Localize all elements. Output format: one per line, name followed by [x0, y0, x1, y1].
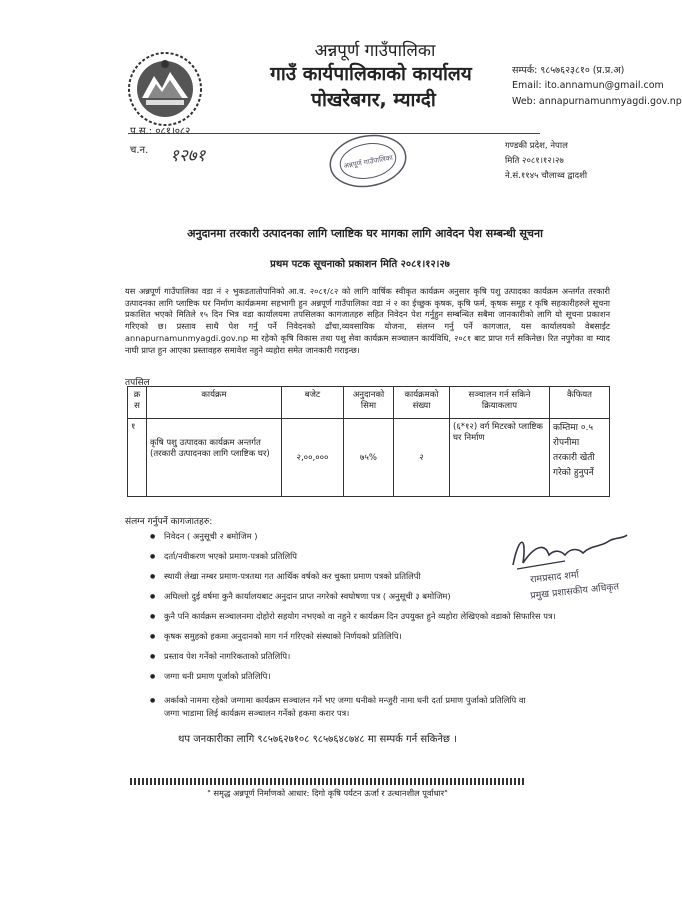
date-text: मिति २०८१।१२।२७ [505, 156, 564, 166]
list-item: ● कृषक समुहको हकमा अनुदानको माग गर्न गरिएको संस्थाको निर्णयको प्रतिलिपि। [150, 630, 520, 650]
contact-email: Email: ito.annamun@gmail.com [512, 80, 664, 91]
program-table [127, 386, 610, 497]
chalani-number-handwritten: १२७१ [170, 146, 206, 166]
header-activity: सञ्चालन गर्न सकिने क्रियाकलाप [450, 387, 550, 419]
municipality-name: अन्नपूर्ण गाउँपालिका [314, 41, 436, 61]
notice-body: यस अन्नपूर्ण गाउँपालिका वडा नं २ भुकडतातोपानिको आ.व. २०८१/८२ को लागि वार्षिक स्वीकृत कार्यक्रम अनुसार कृषि पशु उत्पादका कार्यक्रम अन्तर्गत तरकारी उत्पादनका लागि प्लाष्टिक घर निर्माण कार्यक्रममा सहभागी हुन अन्नपूर्ण गाउँपालिका वडा नं २ का ईच्छुक कृषक, कृषि फर्म, कृषक समूह र कृषि सहकारीहरुले सूचना प्रकाशित भएको मितिले १५ दिन भित्र वडा कार्यालयमा तपसिलका कागजातहरु सहित निवेदन पेश गर्नुहुन सम्बन्धित सबैमा जानकारीको लागि यो सूचना प्रकाशन गरिएको छ। प्रस्ताव साथै पेश गर्नु पर्ने निवेदनको ढाँचा,व्यवसायिक योजना, संलग्न गर्नु पर्ने कागजात, यस कार्यालयको वेबसाईट annapurnamunmyagdi.gov.np मा रहेको कृषि विकास तथा पशु सेवा कार्यक्रम सञ्चालन कार्यविधि, २०८१ बाट प्राप्त गर्न सकिनेछ। रित नपुगेका वा म्याद नाघी प्राप्त हुन आएका प्रस्तावहरु समावेश नहुने व्यहोरा समेत जानकारी गराइन्छ। [125, 286, 610, 355]
cell-activity: (६*१२) वर्ग मिटरको प्लाष्टिक घर निर्माण [450, 419, 550, 497]
list-item: ● निवेदन ( अनुसूची २ बमोजिम ) [150, 530, 520, 550]
cell-sn: १ [128, 419, 147, 497]
office-stamp [325, 132, 411, 190]
list-item: ● कुनै पनि कार्यक्रम सञ्चालनमा दोहोरो सहयोग नभएको वा नहुने र कार्यक्रम दिन उपयुक्त हुने व्यहोरा लेखिएको वडाको सिफारिस पत्र। [150, 610, 634, 623]
signatory-name: रामप्रसाद शर्मा [529, 569, 580, 586]
contact-info-footer: थप जनकारीका लागि ९८५७६२७१०८ ९८५७६४८७४८ मा सम्पर्क गर्न सकिनेछ । [178, 734, 457, 745]
list-item: ● अघिल्लो दुई वर्षमा कुनै कार्यालयबाट अनुदान प्राप्त नगरेको स्वघोषणा पत्र ( अनुसूची ३ बमोजिम) [150, 590, 520, 610]
office-address: पोखरेबगर, म्याग्दी [311, 89, 436, 111]
patra-sankhya: प.स.: ०८१।०८२ [130, 126, 191, 137]
list-item: ● प्रस्ताव पेश गर्नेको नागरिकताको प्रतिलिपि। [150, 650, 520, 670]
list-item: ● दर्ता/नवीकरण भएको प्रमाण-पत्रको प्रतिलिपि [150, 550, 520, 570]
header-remarks: कैफियत [550, 387, 610, 419]
header-sn: क्र स [128, 387, 147, 419]
header-program-count: कार्यक्रमको संख्या [394, 387, 450, 419]
notice-title: अनुदानमा तरकारी उत्पादनका लागि प्लाष्टिक घर मागका लागि आवेदन पेश सम्बन्धी सूचना [187, 227, 543, 240]
province-text: गण्डकी प्रदेश, नेपाल [505, 141, 568, 151]
signatory-designation: प्रमुख प्रशासकीय अधिकृत [529, 581, 620, 602]
header-budget: बजेट [282, 387, 344, 419]
nepal-emblem-logo [126, 50, 204, 128]
cell-budget: २,००,००० [282, 419, 344, 497]
office-name: गाउँ कार्यपालिकाको कार्यालय [270, 63, 472, 85]
chalani-label: च.न. [130, 145, 149, 156]
list-item: ● अर्काको नाममा रहेको जग्गामा कार्यक्रम सञ्चालन गर्ने भए जग्गा धनीको मन्जुरी नामा धनी दर्ता प्रमाण पुर्जाको प्रतिलिपि वा जग्गा भाडामा लिई कार्यक्रम सञ्चालन गर्नेको हकमा करार पत्र। [150, 694, 539, 720]
tapsil-label: तपसिल [125, 378, 150, 388]
cell-program: कृषि पशु उत्पादका कार्यक्रम अन्तर्गत (तरकारी उत्पादनका लागि प्लाष्टिक घर) [147, 419, 282, 497]
notice-subtitle: प्रथम पटक सूचनाको प्रकाशन मिति २०८१।१२।२७ [270, 259, 450, 270]
footer-slogan: " समृद्ध अन्नपूर्ण निर्माणको आधार: दिगो कृषि पर्यटन ऊर्जा र उत्थानशील पूर्वाधार" [207, 788, 448, 798]
contact-phone: सम्पर्क: ९८५७६२३८१० (प्र.प्र.अ) [512, 65, 625, 76]
nepal-sambat-date: ने.सं.११४५ चौलाथ्व द्वादशी [505, 171, 588, 181]
cell-count: २ [394, 419, 450, 497]
table-header-row [128, 387, 610, 419]
footer-divider [130, 778, 525, 785]
cell-subsidy: ७५% [344, 419, 394, 497]
header-program: कार्यक्रम [147, 387, 282, 419]
list-item: ● जग्गा धनी प्रमाण पूर्जाको प्रतिलिपि। [150, 670, 520, 690]
cell-remarks: कम्तिमा ०.५ रोपनीमा तरकारी खेती गरेको हुनुपर्ने [550, 419, 610, 497]
svg-text:अन्नपूर्ण गाउँपालिका: अन्नपूर्ण गाउँपालिका [342, 153, 394, 171]
contact-website: Web: annapurnamunmyagdi.gov.np [512, 96, 682, 107]
header-subsidy-limit: अनुदानको सिमा [344, 387, 394, 419]
table-row [128, 419, 610, 497]
attachments-title: संलग्न गर्नुपर्ने कागजातहरु: [125, 517, 213, 527]
list-item: ● स्थायी लेखा नम्बर प्रमाण-पत्रतथा गत आर्थिक वर्षको कर चुक्ता प्रमाण पत्रको प्रतिलिपी [150, 570, 520, 590]
